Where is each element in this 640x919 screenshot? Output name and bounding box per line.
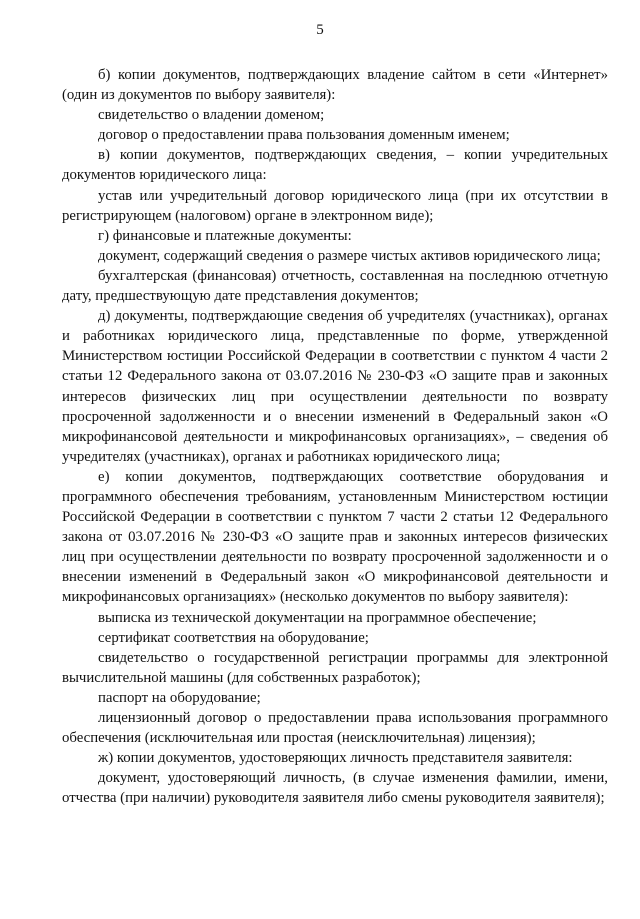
paragraph-v-founding-documents: в) копии документов, подтверждающих сведения, – копии учредительных документов юридического лица: <box>62 147 608 184</box>
paragraph-equipment-passport: паспорт на оборудование; <box>98 689 261 706</box>
paragraph-identity-document: документ, удостоверяющий личность, (в случае изменения фамилии, имени, отчества (при наличии) руководителя заявителя либо смены руководителя заявителя); <box>62 770 608 807</box>
paragraph-net-assets: документ, содержащий сведения о размере чистых активов юридического лица; <box>98 247 601 264</box>
paragraph-domain-certificate: свидетельство о владении доменом; <box>98 107 325 124</box>
paragraph-charter: устав или учредительный договор юридического лица (при их отсутствии в регистрирующем (налоговом) органе в электронном виде); <box>62 187 608 224</box>
paragraph-zh-representative-id: ж) копии документов, удостоверяющих личность представителя заявителя: <box>98 750 573 767</box>
paragraph-technical-docs-extract: выписка из технической документации на программное обеспечение; <box>98 609 537 626</box>
document-body <box>62 65 608 808</box>
paragraph-license-agreement: лицензионный договор о предоставлении права использования программного обеспечения (исключительная или простая (неисключительная) лицензия); <box>62 710 608 747</box>
paragraph-g-financial-documents: г) финансовые и платежные документы: <box>98 227 352 244</box>
paragraph-b-website-documents: б) копии документов, подтверждающих владение сайтом в сети «Интернет» (один из документов по выбору заявителя): <box>62 67 608 104</box>
paragraph-d-founders-info: д) документы, подтверждающие сведения об учредителях (участниках), органах и работниках юридического лица, представленные по форме, утвержденной Министерством юстиции Российской Федерации в соответствии с пунктом 4 части 2 статьи 12 Федерального закона от 03.07.2016 № 230-ФЗ «О защите прав и законных интересов физических лиц при осуществлении деятельности по возврату просроченной задолженности и о внесении изменений в Федеральный закон «О микрофинансовой деятельности и микрофинансовых организациях», – сведения об учредителях (участниках), органах и работниках юридического лица; <box>62 308 608 465</box>
paragraph-accounting-statements: бухгалтерская (финансовая) отчетность, составленная на последнюю отчетную дату, предшествующую дате представления документов; <box>62 267 608 305</box>
paragraph-equipment-certificate: сертификат соответствия на оборудование; <box>98 629 369 646</box>
page-number: 5 <box>316 22 324 38</box>
paragraph-domain-agreement: договор о предоставлении права пользования доменным именем; <box>98 127 510 144</box>
paragraph-program-registration: свидетельство о государственной регистрации программы для электронной вычислительной машины (для собственных разработок); <box>62 649 608 686</box>
paragraph-e-equipment-compliance: е) копии документов, подтверждающих соответствие оборудования и программного обеспечения требованиям, установленным Министерством юстиции Российской Федерации в соответствии с пунктом 7 части 2 статьи 12 Федерального закона от 03.07.2016 № 230-ФЗ «О защите прав и законных интересов физических лиц при осуществлении деятельности по возврату просроченной задолженности и о внесении изменений в Федеральный закон «О микрофинансовой деятельности и микрофинансовых организациях» (несколько документов по выбору заявителя): <box>62 468 608 606</box>
